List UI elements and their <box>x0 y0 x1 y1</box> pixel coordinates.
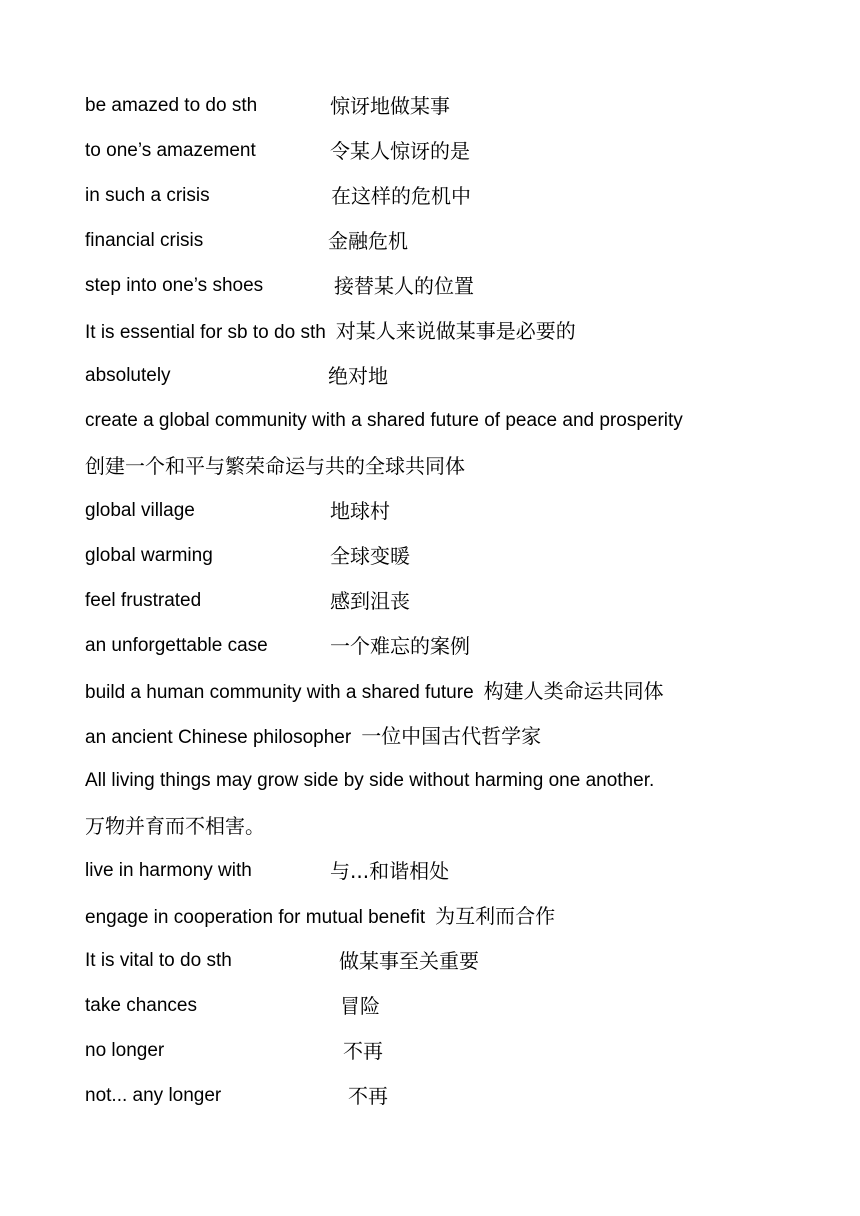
english-phrase: financial crisis <box>85 230 204 251</box>
english-phrase: It is vital to do sth <box>85 950 232 971</box>
vocab-entry <box>85 631 470 661</box>
vocab-entry <box>85 541 410 571</box>
vocab-entry <box>85 316 576 346</box>
chinese-translation: 不再 <box>343 1039 383 1063</box>
chinese-translation: 创建一个和平与繁荣命运与共的全球共同体 <box>85 454 465 478</box>
english-phrase: engage in cooperation for mutual benefit <box>85 907 426 928</box>
chinese-translation: 全球变暖 <box>330 544 410 568</box>
chinese-translation: 惊讶地做某事 <box>330 94 450 118</box>
vocab-entry <box>85 856 450 886</box>
vocab-entry <box>85 451 465 481</box>
chinese-translation: 一位中国古代哲学家 <box>361 724 542 748</box>
chinese-translation: 做某事至关重要 <box>339 949 479 973</box>
chinese-translation: 为互利而合作 <box>435 904 556 928</box>
english-phrase: live in harmony with <box>85 860 252 881</box>
vocab-entry <box>85 766 654 796</box>
english-sentence: All living things may grow side by side without harming one another. <box>85 770 655 791</box>
vocab-entry <box>85 811 265 841</box>
chinese-translation: 与...和谐相处 <box>330 859 450 883</box>
english-phrase: It is essential for sb to do sth <box>85 322 326 343</box>
chinese-translation: 万物并育而不相害。 <box>85 814 265 838</box>
english-phrase: no longer <box>85 1040 165 1061</box>
chinese-translation: 绝对地 <box>328 364 388 388</box>
vocab-entry <box>85 721 541 751</box>
chinese-translation: 在这样的危机中 <box>331 184 471 208</box>
vocab-entry <box>85 406 683 436</box>
vocab-entry <box>85 1036 383 1066</box>
english-phrase: absolutely <box>85 365 171 386</box>
chinese-translation: 接替某人的位置 <box>334 274 474 298</box>
vocab-entry <box>85 676 664 706</box>
english-phrase: global warming <box>85 545 213 566</box>
vocab-entry <box>85 226 408 256</box>
vocab-entry <box>85 946 479 976</box>
english-phrase: step into one’s shoes <box>85 275 264 296</box>
vocab-entry <box>85 901 555 931</box>
english-phrase: an unforgettable case <box>85 635 268 656</box>
english-sentence: create a global community with a shared future of peace and prosperity <box>85 410 683 431</box>
vocab-entry <box>85 1081 388 1111</box>
chinese-translation: 构建人类命运共同体 <box>483 679 664 703</box>
english-phrase: build a human community with a shared future <box>85 682 474 703</box>
english-phrase: be amazed to do sth <box>85 95 258 116</box>
chinese-translation: 不再 <box>348 1084 388 1108</box>
english-phrase: feel frustrated <box>85 590 202 611</box>
vocab-entry <box>85 136 470 166</box>
chinese-translation: 冒险 <box>340 994 380 1018</box>
vocab-entry <box>85 91 450 121</box>
chinese-translation: 地球村 <box>330 499 390 523</box>
english-phrase: to one’s amazement <box>85 140 256 161</box>
chinese-translation: 一个难忘的案例 <box>330 634 470 658</box>
chinese-translation: 令某人惊讶的是 <box>330 139 470 163</box>
english-phrase: global village <box>85 500 195 521</box>
vocab-entry <box>85 181 471 211</box>
vocab-entry <box>85 586 410 616</box>
english-phrase: not... any longer <box>85 1085 222 1106</box>
vocab-entry <box>85 271 474 301</box>
english-phrase: take chances <box>85 995 197 1016</box>
chinese-translation: 金融危机 <box>328 229 408 253</box>
english-phrase: an ancient Chinese philosopher <box>85 727 352 748</box>
vocab-entry <box>85 991 380 1021</box>
vocab-entry <box>85 361 388 391</box>
english-phrase: in such a crisis <box>85 185 210 206</box>
chinese-translation: 感到沮丧 <box>330 589 410 613</box>
chinese-translation: 对某人来说做某事是必要的 <box>335 319 576 343</box>
vocab-entry <box>85 496 390 526</box>
